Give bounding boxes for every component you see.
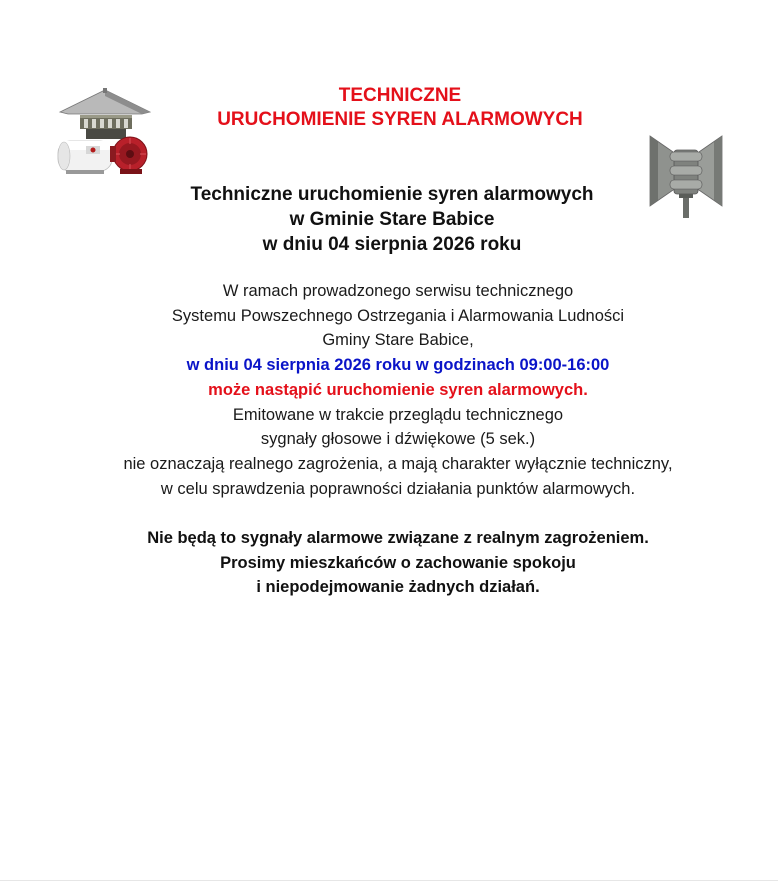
title-line-1: TECHNICZNE — [338, 85, 462, 106]
heading-line-2: w Gminie Stare Babice — [289, 209, 495, 230]
body-line-2: Systemu Powszechnego Ostrzegania i Alarmowania Ludności — [171, 306, 625, 325]
page-bottom-divider — [0, 880, 778, 881]
page-title — [0, 84, 778, 132]
closing-line-1: Nie będą to sygnały alarmowe związane z realnym zagrożeniem. — [147, 529, 649, 547]
body-line-1: W ramach prowadzonego serwisu technicznego — [222, 282, 574, 300]
closing-line-2: Prosimy mieszkańców o zachowanie spokoju — [220, 553, 576, 572]
heading-line-1: Techniczne uruchomienie syren alarmowych — [190, 184, 594, 205]
body-line-7: sygnały głosowe i dźwiękowe (5 sek.) — [260, 430, 536, 449]
announcement-body — [0, 279, 778, 501]
date-time-highlight: w dniu 04 sierpnia 2026 roku w godzinach 09:00-16:00 — [186, 356, 610, 375]
heading-line-3: w dniu 04 sierpnia 2026 roku — [262, 234, 522, 255]
body-line-3: Gminy Stare Babice, — [322, 331, 474, 350]
body-line-8: nie oznaczają realnego zagrożenia, a mają charakter wyłącznie techniczny, — [123, 454, 673, 473]
body-line-9: w celu sprawdzenia poprawności działania punktów alarmowych. — [160, 479, 636, 498]
announcement-heading — [0, 182, 778, 257]
closing-notice — [0, 526, 778, 600]
body-line-6: Emitowane w trakcie przeglądu technicznego — [232, 405, 564, 424]
closing-line-3: i niepodejmowanie żadnych działań. — [256, 578, 540, 597]
title-line-2: URUCHOMIENIE SYREN ALARMOWYCH — [217, 109, 583, 130]
warning-highlight: może nastąpić uruchomienie syren alarmowych. — [208, 380, 588, 399]
